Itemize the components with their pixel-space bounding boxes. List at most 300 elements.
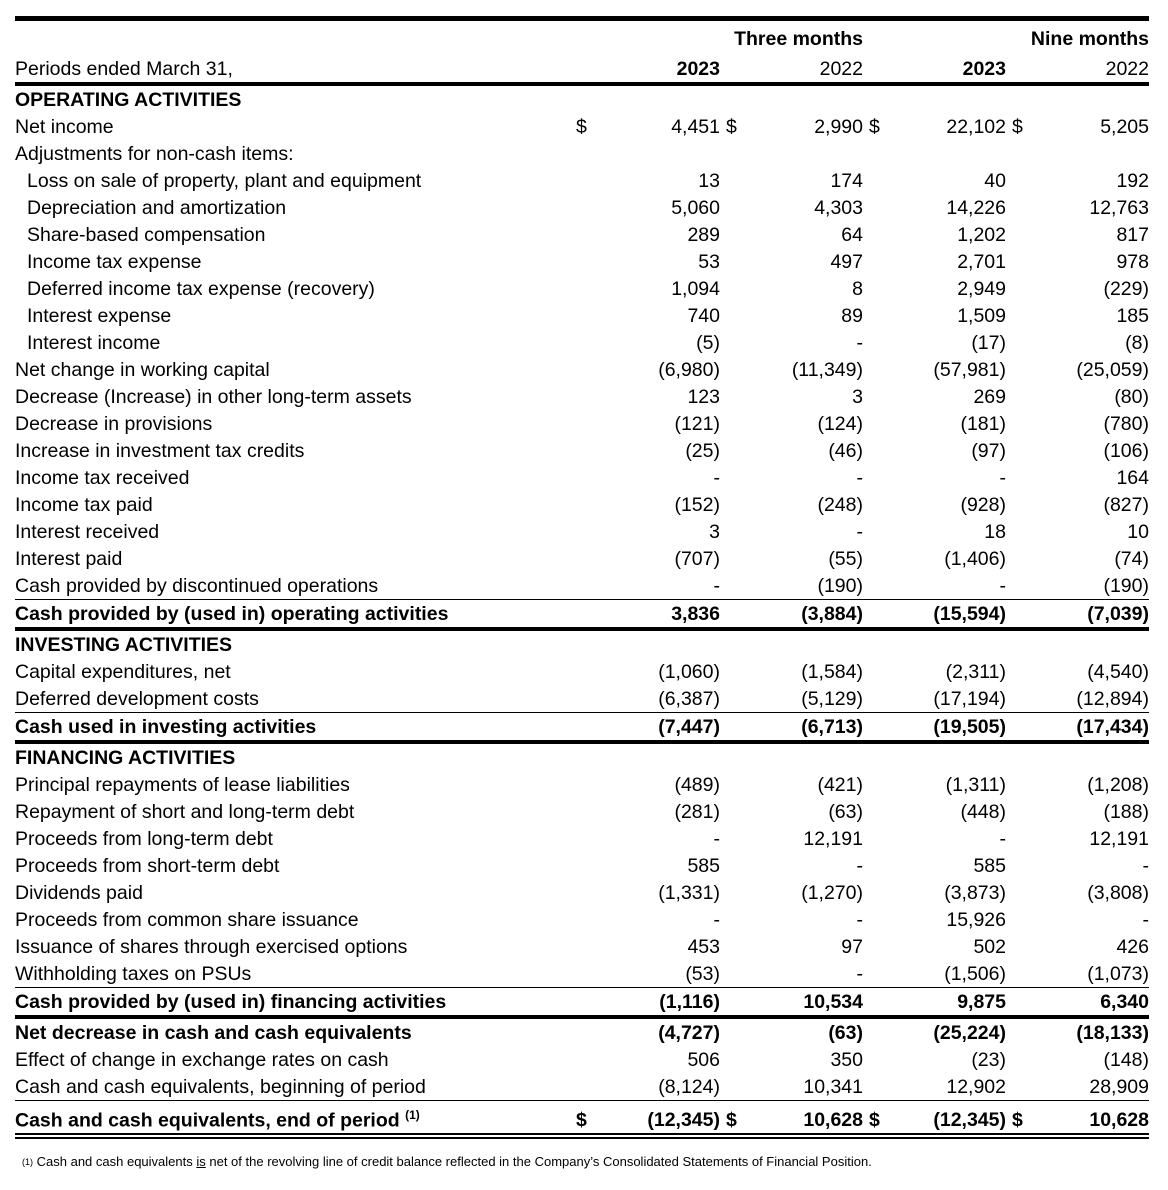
row-label: Effect of change in exchange rates on cash	[15, 1049, 389, 1071]
value-cell: (707)	[674, 548, 720, 570]
currency-cell	[863, 572, 896, 600]
row-label: Interest paid	[15, 548, 123, 570]
value-cell: (25,059)	[1076, 359, 1149, 381]
value-cell: (25,224)	[933, 1022, 1006, 1044]
currency-cell	[1006, 464, 1039, 491]
value-cell: (6,387)	[658, 688, 720, 710]
value-cell: (46)	[828, 440, 863, 462]
currency-cell	[720, 167, 753, 194]
currency-cell	[570, 302, 610, 329]
currency-cell: $	[863, 1101, 896, 1137]
row-label: Cash provided by discontinued operations	[15, 575, 379, 597]
row-label: Deferred income tax expense (recovery)	[27, 278, 375, 300]
year-col-1: 2023	[610, 52, 720, 84]
table-row	[15, 572, 1149, 600]
currency-cell	[570, 960, 610, 988]
column-group-header	[15, 26, 1149, 52]
value-cell: -	[856, 855, 863, 877]
table-row	[15, 410, 1149, 437]
value-cell: (124)	[817, 413, 863, 435]
row-adjustments-label	[15, 140, 1149, 167]
currency-cell	[570, 798, 610, 825]
currency-cell	[1006, 302, 1039, 329]
row-label: Capital expenditures, net	[15, 661, 231, 683]
value-cell: (121)	[674, 413, 720, 435]
value-cell: 12,191	[1089, 828, 1149, 850]
value-cell: 2,701	[957, 251, 1006, 273]
table-row	[15, 906, 1149, 933]
value-cell: (12,345)	[610, 1101, 720, 1137]
currency-cell	[720, 879, 753, 906]
value-cell: (17)	[971, 332, 1006, 354]
currency-cell: $	[1006, 1101, 1039, 1137]
row-label: Income tax paid	[15, 494, 153, 516]
currency-cell	[720, 329, 753, 356]
table-row	[15, 685, 1149, 713]
currency-cell	[1006, 825, 1039, 852]
currency-cell	[570, 1046, 610, 1073]
currency-cell	[720, 356, 753, 383]
value-cell: 10,534	[753, 988, 863, 1018]
row-net-income	[15, 113, 1149, 140]
currency-cell	[570, 600, 610, 630]
currency-cell	[720, 713, 753, 743]
row-label: Issuance of shares through exercised options	[15, 936, 408, 958]
table-row	[15, 798, 1149, 825]
currency-cell	[720, 545, 753, 572]
value-cell: (23)	[971, 1049, 1006, 1071]
currency-cell	[720, 933, 753, 960]
currency-cell	[1006, 1046, 1039, 1073]
currency-cell	[863, 852, 896, 879]
value-cell: (448)	[960, 801, 1006, 823]
table-row	[15, 383, 1149, 410]
currency-cell	[1006, 383, 1039, 410]
currency-cell	[1006, 685, 1039, 713]
currency-cell	[1006, 545, 1039, 572]
row-label: Income tax received	[15, 467, 190, 489]
currency-cell	[1006, 194, 1039, 221]
value-cell: 164	[1116, 467, 1149, 489]
currency-cell	[863, 1017, 896, 1046]
value-cell: (25)	[685, 440, 720, 462]
value-cell: 28,909	[1089, 1076, 1149, 1098]
currency-cell	[570, 933, 610, 960]
currency-cell	[720, 825, 753, 852]
currency-cell	[863, 383, 896, 410]
currency-cell	[863, 194, 896, 221]
value-cell: (106)	[1103, 440, 1149, 462]
table-row	[15, 933, 1149, 960]
table-row	[15, 491, 1149, 518]
currency-cell	[720, 1017, 753, 1046]
value-cell: 2,990	[814, 116, 863, 138]
currency-cell	[1006, 572, 1039, 600]
currency-cell	[720, 518, 753, 545]
value-cell: 3	[709, 521, 720, 543]
row-fx-effect	[15, 1046, 1149, 1073]
row-label: Interest income	[27, 332, 161, 354]
row-label-text: Cash and cash equivalents, end of period	[15, 1109, 400, 1131]
value-cell: (8)	[1125, 332, 1149, 354]
value-cell: 289	[687, 224, 720, 246]
value-cell: (18,133)	[1076, 1022, 1149, 1044]
currency-cell	[1006, 960, 1039, 988]
currency-cell	[1006, 988, 1039, 1018]
row-label: Decrease (Increase) in other long-term assets	[15, 386, 412, 408]
currency-cell	[863, 545, 896, 572]
currency-cell	[863, 713, 896, 743]
row-label: Interest expense	[27, 305, 172, 327]
value-cell: 497	[830, 251, 863, 273]
row-label: Proceeds from long-term debt	[15, 828, 273, 850]
value-cell: (17,194)	[933, 688, 1006, 710]
value-cell: (3,873)	[944, 882, 1006, 904]
row-label: Cash used in investing activities	[15, 713, 570, 743]
value-cell: 15,926	[946, 909, 1006, 931]
row-label: Proceeds from short-term debt	[15, 855, 280, 877]
section-title: INVESTING ACTIVITIES	[15, 634, 233, 656]
table-row	[15, 879, 1149, 906]
value-cell: 12,191	[803, 828, 863, 850]
footnote-text-underlined: is	[196, 1154, 206, 1169]
year-col-3: 2023	[896, 52, 1006, 84]
currency-cell	[570, 658, 610, 685]
currency-cell	[863, 771, 896, 798]
row-label: Withholding taxes on PSUs	[15, 963, 252, 985]
currency-cell	[863, 798, 896, 825]
value-cell: (55)	[828, 548, 863, 570]
row-label: Depreciation and amortization	[27, 197, 287, 219]
currency-cell	[863, 248, 896, 275]
value-cell: 8	[852, 278, 863, 300]
value-cell: (74)	[1114, 548, 1149, 570]
value-cell: -	[713, 909, 720, 931]
currency-cell	[1006, 906, 1039, 933]
currency-cell	[1006, 771, 1039, 798]
row-label: Increase in investment tax credits	[15, 440, 305, 462]
currency-cell: $	[576, 116, 587, 138]
currency-cell	[570, 383, 610, 410]
currency-cell	[570, 221, 610, 248]
value-cell: (928)	[960, 494, 1006, 516]
value-cell: (1,270)	[801, 882, 863, 904]
currency-cell	[720, 572, 753, 600]
row-label: Share-based compensation	[27, 224, 266, 246]
value-cell: 14,226	[946, 197, 1006, 219]
currency-cell	[570, 248, 610, 275]
currency-cell	[1006, 933, 1039, 960]
value-cell: 4,303	[814, 197, 863, 219]
value-cell: (15,594)	[896, 600, 1006, 630]
currency-cell	[570, 464, 610, 491]
currency-cell	[1006, 410, 1039, 437]
currency-cell	[570, 329, 610, 356]
value-cell: -	[856, 963, 863, 985]
currency-cell	[720, 464, 753, 491]
currency-cell	[1006, 437, 1039, 464]
group-nine-months: Nine months	[1030, 28, 1149, 50]
cash-flow-table	[15, 16, 1149, 1139]
value-cell: 40	[984, 170, 1006, 192]
value-cell: (1,506)	[944, 963, 1006, 985]
currency-cell	[570, 545, 610, 572]
value-cell: (5)	[696, 332, 720, 354]
value-cell: (11,349)	[791, 359, 863, 381]
value-cell: (7,039)	[1039, 600, 1149, 630]
value-cell: 9,875	[896, 988, 1006, 1018]
value-cell: -	[999, 575, 1006, 597]
currency-cell	[720, 410, 753, 437]
value-cell: -	[999, 467, 1006, 489]
cash-flow-statement	[15, 16, 1149, 1139]
value-cell: (152)	[674, 494, 720, 516]
row-label: Deferred development costs	[15, 688, 259, 710]
currency-cell	[863, 437, 896, 464]
currency-cell	[863, 464, 896, 491]
currency-cell	[863, 685, 896, 713]
currency-cell	[720, 1073, 753, 1101]
currency-cell	[570, 988, 610, 1018]
column-year-header	[15, 52, 1149, 84]
footnote-text-after: net of the revolving line of credit balance reflected in the Company’s Consolidated Statements of Financial Position.	[209, 1154, 872, 1169]
group-three-months: Three months	[734, 28, 863, 50]
currency-cell	[720, 275, 753, 302]
table-row	[15, 356, 1149, 383]
value-cell: (6,980)	[658, 359, 720, 381]
value-cell: -	[1142, 909, 1149, 931]
currency-cell: $	[1012, 116, 1023, 138]
row-label: Repayment of short and long-term debt	[15, 801, 355, 823]
value-cell: 817	[1116, 224, 1149, 246]
value-cell: 22,102	[946, 116, 1006, 138]
currency-cell	[720, 437, 753, 464]
value-cell: 192	[1116, 170, 1149, 192]
currency-cell	[1006, 167, 1039, 194]
currency-cell	[720, 491, 753, 518]
value-cell: (7,447)	[610, 713, 720, 743]
currency-cell	[720, 302, 753, 329]
currency-cell	[720, 600, 753, 630]
value-cell: 585	[973, 855, 1006, 877]
value-cell: (6,713)	[753, 713, 863, 743]
currency-cell: $	[720, 1101, 753, 1137]
currency-cell	[570, 879, 610, 906]
value-cell: 97	[841, 936, 863, 958]
value-cell: (4,540)	[1087, 661, 1149, 683]
value-cell: (188)	[1103, 801, 1149, 823]
value-cell: 18	[984, 521, 1006, 543]
value-cell: (19,505)	[896, 713, 1006, 743]
row-label	[15, 1101, 570, 1137]
value-cell: 426	[1116, 936, 1149, 958]
row-investing-total	[15, 713, 1149, 743]
currency-cell: $	[726, 116, 737, 138]
currency-cell	[863, 658, 896, 685]
value-cell: (190)	[1103, 575, 1149, 597]
value-cell: 269	[973, 386, 1006, 408]
period-label: Periods ended March 31,	[15, 52, 570, 84]
value-cell: 1,509	[957, 305, 1006, 327]
currency-cell	[570, 685, 610, 713]
table-row	[15, 275, 1149, 302]
currency-cell	[570, 1017, 610, 1046]
value-cell: (421)	[817, 774, 863, 796]
value-cell: (827)	[1103, 494, 1149, 516]
currency-cell	[1006, 713, 1039, 743]
section-title: FINANCING ACTIVITIES	[15, 747, 236, 769]
row-label: Decrease in provisions	[15, 413, 213, 435]
row-ending-cash	[15, 1101, 1149, 1137]
row-beginning-cash	[15, 1073, 1149, 1101]
value-cell: (80)	[1114, 386, 1149, 408]
value-cell: 12,902	[946, 1076, 1006, 1098]
currency-cell	[720, 798, 753, 825]
value-cell: (2,311)	[945, 661, 1006, 683]
table-row	[15, 960, 1149, 988]
value-cell: 13	[698, 170, 720, 192]
value-cell: (1,331)	[658, 882, 720, 904]
row-label: Interest received	[15, 521, 160, 543]
row-label: Loss on sale of property, plant and equipment	[27, 170, 422, 192]
table-row	[15, 167, 1149, 194]
row-label: Cash and cash equivalents, beginning of period	[15, 1076, 426, 1098]
table-row	[15, 194, 1149, 221]
currency-cell	[1006, 798, 1039, 825]
value-cell: 174	[830, 170, 863, 192]
value-cell: (190)	[817, 575, 863, 597]
value-cell: 3	[852, 386, 863, 408]
currency-cell	[720, 852, 753, 879]
value-cell: (63)	[828, 1022, 863, 1044]
footnote-text-before: Cash and cash equivalents	[36, 1154, 193, 1169]
row-label: Principal repayments of lease liabilities	[15, 774, 350, 796]
year-col-2: 2022	[753, 52, 863, 84]
currency-cell	[863, 329, 896, 356]
currency-cell	[1006, 275, 1039, 302]
section-title: OPERATING ACTIVITIES	[15, 89, 242, 111]
table-row	[15, 302, 1149, 329]
value-cell: (248)	[817, 494, 863, 516]
currency-cell	[863, 960, 896, 988]
currency-cell	[863, 167, 896, 194]
currency-cell	[1006, 221, 1039, 248]
row-label: Adjustments for non-cash items:	[15, 143, 294, 165]
value-cell: 350	[830, 1049, 863, 1071]
row-label: Net change in working capital	[15, 359, 270, 381]
currency-cell	[863, 933, 896, 960]
currency-cell	[570, 771, 610, 798]
table-row	[15, 248, 1149, 275]
value-cell: (4,727)	[658, 1022, 720, 1044]
value-cell: (5,129)	[801, 688, 863, 710]
value-cell: 10,628	[1039, 1101, 1149, 1137]
currency-cell	[720, 221, 753, 248]
table-row	[15, 329, 1149, 356]
row-label: Net decrease in cash and cash equivalents	[15, 1022, 412, 1044]
value-cell: (8,124)	[658, 1076, 720, 1098]
currency-cell	[863, 356, 896, 383]
value-cell: 2,949	[957, 278, 1006, 300]
currency-cell	[720, 248, 753, 275]
currency-cell	[720, 988, 753, 1018]
currency-cell	[863, 600, 896, 630]
value-cell: 185	[1116, 305, 1149, 327]
section-financing	[15, 742, 1149, 771]
value-cell: 453	[687, 936, 720, 958]
currency-cell	[570, 194, 610, 221]
value-cell: -	[713, 828, 720, 850]
table-row	[15, 518, 1149, 545]
currency-cell	[720, 960, 753, 988]
value-cell: (780)	[1103, 413, 1149, 435]
row-financing-total	[15, 988, 1149, 1018]
year-col-4: 2022	[1039, 52, 1149, 84]
table-row	[15, 437, 1149, 464]
value-cell: 4,451	[671, 116, 720, 138]
value-cell: 12,763	[1089, 197, 1149, 219]
currency-cell	[863, 988, 896, 1018]
currency-cell	[863, 275, 896, 302]
table-row	[15, 221, 1149, 248]
currency-cell	[720, 685, 753, 713]
value-cell: 502	[973, 936, 1006, 958]
table-row	[15, 545, 1149, 572]
section-investing	[15, 629, 1149, 658]
currency-cell: $	[570, 1101, 610, 1137]
currency-cell	[1006, 852, 1039, 879]
note-reference: (1)	[405, 1107, 420, 1122]
value-cell: 10,341	[803, 1076, 863, 1098]
currency-cell	[570, 852, 610, 879]
row-operating-total	[15, 600, 1149, 630]
currency-cell	[1006, 329, 1039, 356]
currency-cell	[863, 302, 896, 329]
value-cell: (229)	[1103, 278, 1149, 300]
currency-cell	[720, 383, 753, 410]
currency-cell	[570, 410, 610, 437]
currency-cell	[1006, 879, 1039, 906]
value-cell: 5,205	[1100, 116, 1149, 138]
value-cell: 740	[687, 305, 720, 327]
currency-cell	[570, 491, 610, 518]
currency-cell	[570, 437, 610, 464]
currency-cell: $	[869, 116, 880, 138]
table-row	[15, 852, 1149, 879]
currency-cell	[1006, 356, 1039, 383]
value-cell: (1,311)	[945, 774, 1006, 796]
value-cell: (1,116)	[610, 988, 720, 1018]
currency-cell	[720, 1046, 753, 1073]
currency-cell	[863, 221, 896, 248]
table-row	[15, 825, 1149, 852]
value-cell: 89	[841, 305, 863, 327]
value-cell: 1,094	[671, 278, 720, 300]
value-cell: -	[856, 909, 863, 931]
currency-cell	[1006, 1017, 1039, 1046]
currency-cell	[1006, 491, 1039, 518]
value-cell: (63)	[828, 801, 863, 823]
value-cell: (97)	[971, 440, 1006, 462]
currency-cell	[863, 410, 896, 437]
currency-cell	[720, 194, 753, 221]
value-cell: 3,836	[610, 600, 720, 630]
value-cell: 6,340	[1039, 988, 1149, 1018]
table-row	[15, 771, 1149, 798]
table-row	[15, 658, 1149, 685]
currency-cell	[1006, 1073, 1039, 1101]
value-cell: (1,208)	[1087, 774, 1149, 796]
